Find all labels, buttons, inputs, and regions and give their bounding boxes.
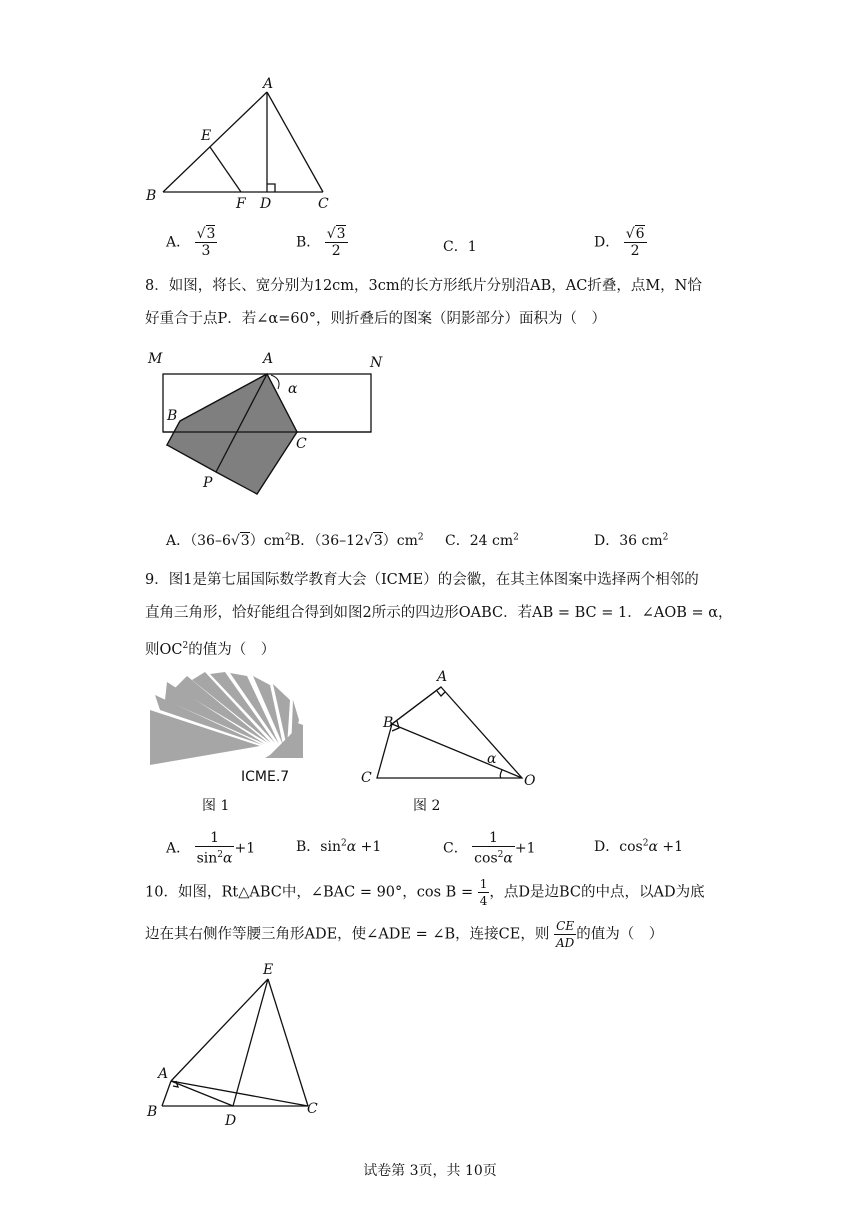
q10-figure	[140, 960, 340, 1135]
fig8-label-p: P	[203, 475, 213, 491]
fig8-label-b: B	[167, 408, 178, 424]
fig10-label-d: D	[225, 1113, 237, 1129]
q7-option-c[interactable]: C．1	[443, 239, 477, 255]
fig10-label-b: B	[147, 1104, 158, 1120]
fig2-label-b: B	[383, 715, 394, 731]
page-footer: 试卷第 3页，共 10页	[363, 1163, 497, 1179]
fig8-label-alpha: α	[288, 381, 298, 397]
fig2-label-c: C	[361, 770, 372, 786]
fig10-label-c: C	[307, 1101, 318, 1117]
icme-logo	[145, 670, 310, 795]
fig2-label-a: A	[437, 669, 448, 685]
fig8-label-c: C	[296, 436, 307, 452]
q7-figure	[140, 70, 350, 215]
q9-line-3: 则$OC^2$的值为（ ）	[145, 641, 276, 658]
q9-line-1: 9．图1是第七届国际数学教育大会（ICME）的会徽，在其主体图案中选择两个相邻的	[145, 572, 699, 588]
fig7-label-c: C	[318, 196, 329, 212]
q10-line-2: 边在其右侧作等腰三角形ADE，使∠ADE = ∠B，连接CE，则 $\frac{CE}{AD}$ 的值为（ ）	[145, 919, 664, 950]
q10-line-1: 10．如图，Rt△ABC中，∠BAC = 90°，cos B = $\frac{1}{4}$ ，点D是边BC的中点，以AD为底	[145, 877, 705, 908]
fig1-caption: 图 1	[202, 798, 230, 814]
q9-figure-2	[355, 665, 545, 790]
q7-option-d[interactable]: D． $\frac{√6}{2}$	[594, 226, 645, 259]
q9-option-d[interactable]: D．$\cos^2\alpha +1$	[594, 838, 683, 855]
fig8-label-a: A	[263, 351, 274, 367]
q9-option-c[interactable]: C． $\frac{1}{\cos^2\alpha}$ +1	[443, 830, 536, 867]
q9-line-2: 直角三角形，恰好能组合得到如图2所示的四边形OABC．若AB = BC = 1．∠AOB = α，	[145, 605, 733, 621]
fig8-label-n: N	[370, 355, 383, 371]
q8-figure	[140, 345, 390, 500]
fig10-label-e: E	[263, 962, 274, 978]
q8-option-b[interactable]: B．$(36-12√3)cm^2$	[290, 532, 424, 549]
q7-option-a[interactable]: A． $\frac{√3}{3}$	[166, 226, 216, 259]
icme-logo-text: ICME.7	[241, 769, 290, 785]
q8-line-2: 好重合于点P．若∠α=60°，则折叠后的图案（阴影部分）面积为（ ）	[145, 311, 607, 327]
fig7-label-a: A	[263, 76, 274, 92]
q8-option-c[interactable]: C．24 $cm^2$	[445, 532, 519, 549]
fig8-label-m: M	[148, 351, 163, 367]
q7-option-b[interactable]: B． $\frac{√3}{2}$	[296, 226, 346, 259]
q9-option-a[interactable]: A． $\frac{1}{\sin^2\alpha}$ +1	[166, 830, 256, 867]
q8-line-1: 8．如图，将长、宽分别为12cm，3cm的长方形纸片分别沿AB，AC折叠，点M，N恰	[145, 278, 702, 294]
fig2-caption: 图 2	[413, 798, 441, 814]
fig2-label-o: O	[524, 773, 536, 789]
q9-option-b[interactable]: B．$\sin^2\alpha +1$	[296, 838, 382, 855]
fig7-label-f: F	[236, 196, 246, 212]
fig2-label-alpha: α	[487, 751, 497, 767]
fig7-label-d: D	[260, 196, 272, 212]
fig7-label-e: E	[201, 128, 212, 144]
fig10-label-a: A	[158, 1066, 169, 1082]
q8-option-d[interactable]: D．36 $cm^2$	[594, 532, 669, 549]
fig7-label-b: B	[146, 188, 157, 204]
q8-option-a[interactable]: A．$(36-6√3)cm^2$	[166, 532, 291, 549]
